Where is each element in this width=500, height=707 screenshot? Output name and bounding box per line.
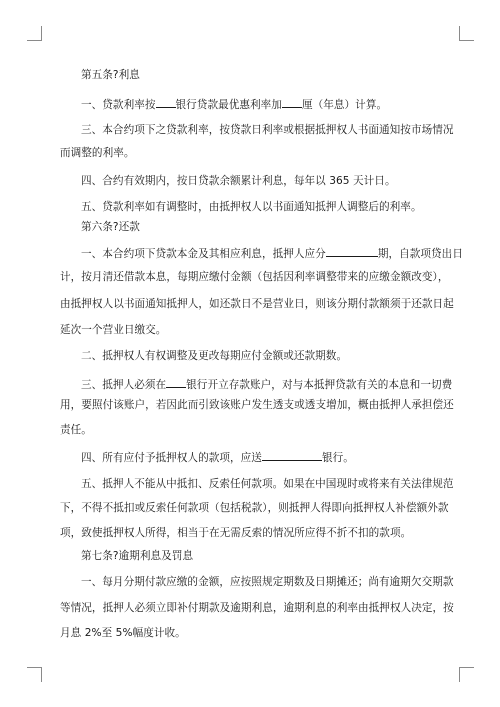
clause-text: 一、本合约项下贷款本金及其相应利息，抵押人应分 xyxy=(81,248,326,260)
article-5-clause-5: 五、贷款利率如有调整时，由抵押权人以书面通知抵押人调整后的利率。 xyxy=(81,201,422,213)
article-6-heading: 第六条?还款 xyxy=(81,221,140,233)
clause-text: 厘（年息）计算。 xyxy=(301,99,388,111)
article-7-clause-1-line-2: 等情况，抵押人必须立即补付期款及逾期利息，逾期利息的利率由抵押权人决定，按 xyxy=(60,602,454,614)
article-6-clause-4 xyxy=(60,449,463,465)
clause-text: 银行贷款最优惠利率加 xyxy=(175,99,282,111)
crop-mark-top-left xyxy=(27,26,42,41)
article-6-clause-5-line-3: 项，致使抵押权人所得，相当于在无需反索的情况所应得不折不扣的款项。 xyxy=(60,527,412,539)
article-5-heading: 第五条?利息 xyxy=(81,69,140,81)
article-6-clause-1-line-2: 计，按月清还借款本息，每期应缴付金额（包括因利率调整带来的应缴金额改变）， xyxy=(60,271,449,283)
article-6-clause-1-line-4: 延次一个营业日缴交。 xyxy=(60,324,167,336)
clause-text: 一、贷款利率按 xyxy=(81,99,156,111)
clause-text: 四、所有应付予抵押权人的款项，应送 xyxy=(81,452,262,464)
blank-field xyxy=(326,245,378,257)
blank-field xyxy=(282,96,302,108)
article-7-clause-1-line-3: 月息 2%至 5%幅度计收。 xyxy=(60,627,186,639)
article-7-heading: 第七条?逾期利息及罚息 xyxy=(81,550,194,562)
clause-text: 银行。 xyxy=(321,452,354,464)
blank-field xyxy=(166,376,186,388)
blank-field xyxy=(262,449,322,461)
clause-text: 银行开立存款账户，对与本抵押贷款有关的本息和一切费 xyxy=(186,379,453,391)
crop-mark-bottom-right xyxy=(459,667,474,682)
article-6-clause-1-line-1 xyxy=(60,245,463,261)
clause-text: 期，自款项贷出日 xyxy=(377,248,463,260)
article-5-clause-4: 四、合约有效期内，按日贷款余额累计利息，每年以 365 天计日。 xyxy=(81,175,396,187)
crop-mark-bottom-left xyxy=(27,667,42,682)
article-7-clause-1-line-1: 一、每月分期付款应缴的金额，应按照规定期数及日期摊还；尚有逾期欠交期款 xyxy=(81,576,454,588)
article-6-clause-3-line-2: 用，要照付该账户，若因此而引致该账户发生透支或透支增加，概由抵押人承担偿还 xyxy=(60,399,454,411)
article-6-clause-1-line-3: 由抵押权人以书面通知抵押人，如还款日不是营业日，则该分期付款额须于还款日起 xyxy=(60,298,454,310)
article-6-clause-5-line-2: 下，不得不抵扣或反索任何款项（包括税款），则抵押人得即向抵押权人补偿额外款 xyxy=(60,502,449,514)
article-5-clause-3-line-2: 而调整的利率。 xyxy=(60,147,135,159)
crop-mark-top-right xyxy=(459,26,474,41)
blank-field xyxy=(156,96,176,108)
article-6-clause-3-line-1 xyxy=(60,376,463,392)
article-6-clause-3-line-3: 责任。 xyxy=(60,424,92,436)
clause-text: 三、抵押人必须在 xyxy=(81,379,167,391)
article-5-clause-3-line-1: 三、本合约项下之贷款利率，按贷款日利率或根据抵押权人书面通知按市场情况 xyxy=(81,124,454,136)
article-6-clause-5-line-1: 五、抵押人不能从中抵扣、反索任何款项。如果在中国现时或将来有关法律规范 xyxy=(81,478,454,490)
article-5-clause-1 xyxy=(60,96,463,112)
article-6-clause-2: 二、抵押权人有权调整及更改每期应付金额或还款期数。 xyxy=(81,350,348,362)
